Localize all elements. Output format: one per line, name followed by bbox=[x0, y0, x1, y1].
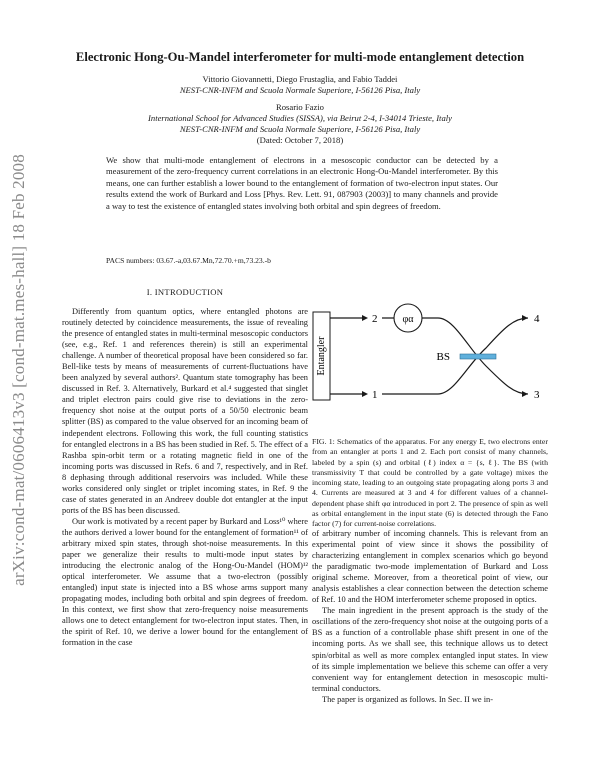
left-column bbox=[62, 306, 308, 648]
paragraph: Our work is motivated by a recent paper by Burkard and Loss¹⁰ where the authors derived a lower bound for the entanglement of formation¹¹ of arbitrary mixed spin states, through shot-noise measurements. In this paper we generalize their results to multi-mode input states by introducing the electronic analog of the Hong-Ou-Mandel (HOM)¹² optical interferometer. We assume that a two-electron (possibly entangled) input state is injected into a BS whose arms support many propagating modes, including both orbital and spin degrees of freedom. In this context, we first show that zero-frequency noise measurements allows one to detect entanglement for two-electron input states. Then, in the spirit of Ref. 10, we derive a lower bound for the entanglement of formation in the case bbox=[62, 516, 308, 648]
apparatus-figure bbox=[310, 288, 550, 428]
bs-label: BS bbox=[436, 351, 450, 363]
paragraph: of arbitrary number of incoming channels. This is relevant from an experimental point of view since it shows the possibility of characterizing entanglement in complex scenarios which go beyond the paradigmatic two-mode implementation of Burkard and Loss original scheme. Moreover, from a theoretical point of view, our analysis establishes a clear connection between the detection scheme of Ref. 10 and the HOM interferometer scheme proposed in optics. bbox=[312, 529, 548, 605]
paper-title: Electronic Hong-Ou-Mandel interferometer for multi-mode entanglement detection bbox=[75, 50, 525, 64]
port-4-label: 4 bbox=[534, 313, 540, 325]
arrow-icon bbox=[522, 315, 528, 321]
phase-label: φα bbox=[402, 314, 414, 325]
port-1-label: 1 bbox=[372, 389, 378, 401]
paragraph: The main ingredient in the present approach is the study of the oscillations of the zero-frequency shot noise at the outgoing ports of a BS as a function of a controllable phase shift present in one of the incoming ports. As we shall see, this technique allows us to detect spin/orbital as well as more complex entangled input states. In view of its simple implementation we believe this scheme can offer a very convenient way for entanglement detection in mesoscopic multi-terminal conductors. bbox=[312, 606, 548, 693]
right-column bbox=[312, 528, 548, 705]
arxiv-id-text: arXiv:cond-mat/0606413v3 [cond-mat.mes-hall] 18 Feb 2008 bbox=[9, 154, 28, 586]
beam-splitter bbox=[460, 354, 496, 359]
arrow-icon bbox=[522, 391, 528, 397]
paragraph: Differently from quantum optics, where entangled photons are routinely detected by coincidence measurements, the issue of revealing the presence of entangled states in multi-terminal mesoscopic conductors (see, e.g., Ref. 1 and references therein) is still an experimental challenge. A number of theoretical proposal have been considered so far. Bell-like tests by means of measurements of current-fluctuations have been analyzed by several authors². Quantum state tomography has been discussed in Ref. 3. Alternatively, Burkard et al.⁴ suggested that singlet and triplet electron pairs could give rise to deviations in the zero-frequency shot noise at the output ports of a 50/50 electronic beam splitter (BS) as compared to the value observed for an incoming beam of independent electrons. Following this work, the full counting statistics for entangled electrons in a BS has been studied in Ref. 5. The effect of a Rashba spin-orbit term or a rotating magnetic field in one of the incoming ports was discussed in Refs. 6 and 7, respectively, and in Ref. 8 dephasing through additional reservoirs was included. While these works considered only singlet or triplet incoming states, in Ref. 9 the case of states generated in an Andreev double dot entangler at the input ports of the BS has been discussed. bbox=[62, 307, 308, 515]
author-2: Rosario Fazio bbox=[276, 102, 324, 112]
arxiv-sidebar-id bbox=[2, 120, 36, 620]
port-2-label: 2 bbox=[372, 313, 378, 325]
figure-caption: FIG. 1: Schematics of the apparatus. For any energy E, two electrons enter from an entangler at ports 1 and 2. Each port consist of many channels, labeled by a spin (s) and orbital (ℓ) index α = {s, ℓ}. The BS (with transmissivity T that could be controlled by a gate voltage) mixes the incoming state, leading to an outgoing state propagating along ports 3 and 4. Currents are measured at 3 and 4 for different values of a channel-dependent phase shift φα introduced in port 2. The presence of spin as well as orbital entanglement in the input state (6) is detected through the Fano factor (7) for current-noise correlations. bbox=[312, 437, 548, 529]
arrow-icon bbox=[362, 315, 368, 321]
date-line: (Dated: October 7, 2018) bbox=[256, 135, 344, 145]
arrow-icon bbox=[362, 391, 368, 397]
abstract: We show that multi-mode entanglement of electrons in a mesoscopic conductor can be detected by a measurement of the zero-frequency current correlations in an electronic Hong-Ou-Mandel interferometer. By this means, one can further establish a lower bound to the entanglement of formation of two-electron input states. Our results extend the work of Burkard and Loss [Phys. Rev. Lett. 91, 087903 (2003)] to many channels and provide a way to test the existence of entangled states involving both orbital and spin degrees of freedom. bbox=[106, 155, 498, 211]
authors-line-1: Vittorio Giovannetti, Diego Frustaglia, and Fabio Taddei bbox=[202, 74, 398, 84]
affiliation-1: NEST-CNR-INFM and Scuola Normale Superiore, I-56126 Pisa, Italy bbox=[179, 85, 421, 95]
paragraph: The paper is organized as follows. In Sec. II we in- bbox=[322, 694, 494, 704]
port-3-label: 3 bbox=[534, 389, 540, 401]
section-heading: I. INTRODUCTION bbox=[146, 287, 224, 297]
affiliation-2b: NEST-CNR-INFM and Scuola Normale Superiore, I-56126 Pisa, Italy bbox=[179, 124, 421, 134]
pacs-numbers: PACS numbers: 03.67.-a,03.67.Mn,72.70.+m,73.23.-b bbox=[106, 256, 271, 265]
entangler-label: Entangler bbox=[316, 336, 327, 376]
affiliation-2a: International School for Advanced Studies (SISSA), via Beirut 2-4, I-34014 Trieste, Italy bbox=[148, 113, 452, 123]
